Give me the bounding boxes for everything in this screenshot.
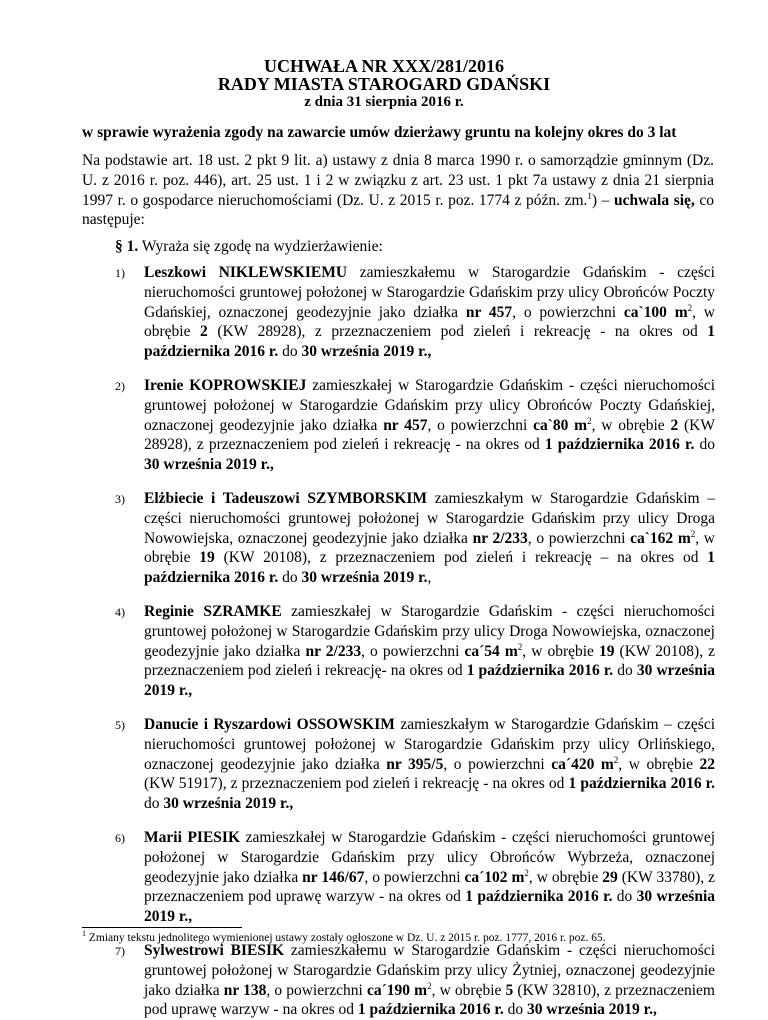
item-text: zamieszkałym w Starogardzie Gdańskim – części nieruchomości gruntowej położonej w Starogardzie Gdańskim przy ulicy Orlińskiego, oznaczonej geodezyjnie jako działka: [144, 715, 715, 773]
council-name: RADY MIASTA STAROGARD GDAŃSKI: [217, 74, 551, 94]
lease-start-date: 1 października 2016 r.: [357, 1001, 504, 1019]
item-text: do: [694, 436, 715, 454]
item-text: , o powierzchni: [266, 981, 367, 999]
precinct-number: 29: [602, 868, 618, 886]
footnote-reference: 1: [587, 190, 592, 201]
area-unit-exponent: 2: [613, 754, 619, 765]
item-text: , o powierzchni: [443, 755, 552, 773]
item-number: 3): [115, 491, 125, 506]
item-text: do: [278, 343, 302, 361]
item-text: (KW 28928), z przeznaczeniem pod zieleń i rekreację - na okres od: [144, 416, 716, 454]
lessee-name: Danucie i Ryszardowi OSSOWSKIM: [144, 715, 395, 733]
section-1: [115, 237, 715, 256]
preamble-end: co następuje:: [82, 191, 715, 229]
section-label: § 1.: [115, 238, 139, 255]
plot-number: nr 146/67: [302, 868, 365, 886]
item-text: (KW 20108), z przeznaczeniem pod zieleń i rekreację – na okres od: [214, 549, 708, 567]
plot-area: ca´102 m: [464, 868, 525, 886]
item-text: (KW 20108), z przeznaczeniem pod zieleń i rekreację- na okres od: [144, 642, 716, 680]
resolution-date: z dnia 31 sierpnia 2016 r.: [304, 94, 464, 110]
item-text: do: [612, 888, 637, 906]
lease-item: [115, 602, 715, 701]
item-tail: ,: [427, 569, 432, 587]
footnote-mark: 1: [82, 929, 86, 939]
lease-end-date: 30 września 2019 r.,: [144, 662, 716, 700]
item-text: , o powierzchni: [512, 303, 624, 321]
preamble-close: ) –: [591, 191, 614, 209]
footnote-text: Zmiany tekstu jednolitego wymienionej ustawy zostały ogłoszone w Dz. U. z 2015 r. poz. 1777, 2016 r. poz. 65.: [86, 932, 606, 944]
item-text: , o powierzchni: [364, 868, 465, 886]
precinct-number: 19: [199, 549, 215, 567]
precinct-number: 19: [598, 642, 615, 660]
preamble-paragraph: [82, 151, 714, 230]
plot-number: nr 138: [223, 981, 267, 999]
lease-end-date: 30 września 2019 r.,: [163, 795, 294, 813]
lessee-name: Leszkowi NIKLEWSKIEMU: [144, 264, 348, 281]
plot-area: ca`100 m: [623, 303, 688, 321]
area-unit-exponent: 2: [427, 980, 432, 991]
item-text: do: [144, 795, 164, 813]
item-number: 4): [115, 604, 125, 619]
lease-item: [115, 715, 715, 814]
plot-number: nr 457: [383, 416, 428, 434]
item-text: (KW 32810), z przeznaczeniem pod uprawę warzyw - na okres od: [144, 981, 715, 1019]
item-text: , o powierzchni: [361, 642, 465, 660]
area-unit-exponent: 2: [687, 302, 693, 313]
item-text: zamieszkałej w Starogardzie Gdańskim - części nieruchomości gruntowej położonej w Starogardzie Gdańskim przy ulicy Obrońców Wybrzeża, oznaczonej geodezyjnie jako działka: [144, 828, 716, 886]
item-text: zamieszkałemu w Starogardzie Gdańskim - części nieruchomości gruntowej położonej w Starogardzie Gdańskim przy ulicy Żytniej, oznaczonej geodezyjnie jako działka: [144, 941, 715, 999]
plot-number: nr 2/233: [472, 529, 528, 547]
plot-area: ca´54 m: [464, 642, 518, 660]
plot-area: ca´190 m: [366, 981, 428, 999]
item-text: zamieszkałej w Starogardzie Gdańskim - części nieruchomości gruntowej położonej w Starogardzie Gdańskim przy ulicy Droga Nowowiejska, oznaczonej geodezyjnie jako działka: [144, 602, 715, 660]
lessee-name: Marii PIESIK: [144, 828, 240, 846]
item-number: 2): [115, 378, 125, 393]
footnote-separator: [82, 927, 242, 928]
plot-area: ca`162 m: [630, 529, 691, 547]
item-text: (KW 28928), z przeznaczeniem pod zieleń i rekreację - na okres od: [207, 323, 708, 341]
item-text: zamieszkałemu w Starogardzie Gdańskim - części nieruchomości gruntowej położonej w Starogardzie Gdańskim przy ulicy Obrońców Poczty Gdańskiej, oznaczonej geodezyjnie jako działka: [144, 264, 715, 321]
lease-start-date: 1 października 2016 r.: [144, 323, 715, 361]
lease-start-date: 1 października 2016 r.: [144, 549, 715, 587]
item-text: , o powierzchni: [427, 416, 534, 434]
lease-item: [115, 263, 715, 362]
lease-item: [115, 489, 715, 588]
footnote: [82, 931, 722, 945]
lease-item: [115, 376, 715, 475]
lease-start-date: 1 października 2016 r.: [544, 436, 695, 454]
precinct-number: 2: [200, 323, 208, 341]
area-unit-exponent: 2: [587, 415, 592, 426]
item-text: , w obrębie: [144, 529, 715, 567]
area-unit-exponent: 2: [517, 641, 523, 652]
lessee-name: Sylwestrowi BIESIK: [144, 941, 285, 959]
preamble-decision: uchwala się,: [613, 191, 695, 209]
lease-start-date: 1 października 2016 r.: [466, 662, 614, 680]
item-text: (KW 51917), z przeznaczeniem pod zieleń i rekreację - na okres od: [144, 775, 569, 793]
item-text: , o powierzchni: [527, 529, 631, 547]
item-number: 7): [115, 943, 125, 958]
lease-list: [115, 263, 715, 1020]
item-number: 5): [115, 717, 125, 732]
preamble-text: Na podstawie art. 18 ust. 2 pkt 9 lit. a) ustawy z dnia 8 marca 1990 r. o samorządzie gminnym (Dz. U. z 2016 r. poz. 446), art. 25 ust. 1 i 2 w związku z art. 23 ust. 1 pkt 7a ustawy z dnia 21 sierpnia 1997 r. o gospodarce nieruchomościami (Dz. U. z 2015 r. poz. 1774 z późn. zm.: [82, 152, 714, 209]
precinct-number: 5: [505, 981, 514, 999]
lessee-name: Reginie SZRAMKE: [144, 602, 282, 620]
plot-number: nr 457: [465, 303, 513, 321]
item-text: , w obrębie: [528, 868, 603, 886]
item-number: 6): [115, 830, 125, 845]
plot-number: nr 2/233: [305, 642, 362, 660]
item-text: do: [613, 662, 637, 680]
lease-end-date: 30 września 2019 r.: [301, 569, 428, 587]
precinct-number: 2: [670, 416, 679, 434]
item-text: , w obrębie: [144, 303, 715, 341]
lease-end-date: 30 września 2019 r.,: [527, 1001, 657, 1019]
item-text: , w obrębie: [431, 981, 506, 999]
lease-end-date: 30 września 2019 r.,: [301, 343, 432, 361]
lease-end-date: 30 września 2019 r.,: [144, 888, 716, 926]
item-text: do: [278, 569, 302, 587]
item-text: zamieszkałej w Starogardzie Gdańskim - części nieruchomości gruntowej położonej w Starogardzie Gdańskim przy ulicy Obrońców Poczty Gdańskiej, oznaczonej geodezyjnie jako działka: [144, 376, 715, 434]
lease-start-date: 1 października 2016 r.: [568, 775, 715, 793]
item-text: , w obrębie: [591, 416, 671, 434]
precinct-number: 22: [699, 755, 716, 773]
area-unit-exponent: 2: [524, 867, 529, 878]
plot-area: ca´420 m: [551, 755, 614, 773]
item-text: zamieszkałym w Starogardzie Gdańskim – części nieruchomości gruntowej położonej w Starogardzie Gdańskim przy ulicy Droga Nowowiejska, oznaczonej geodezyjnie jako działka: [144, 489, 715, 547]
item-number: 1): [115, 266, 125, 280]
lease-start-date: 1 października 2016 r.: [465, 888, 613, 906]
item-text: do: [503, 1001, 527, 1019]
item-text: , w obrębie: [618, 755, 700, 773]
lessee-name: Elżbiecie i Tadeuszowi SZYMBORSKIM: [144, 489, 428, 507]
resolution-subject: w sprawie wyrażenia zgody na zawarcie umów dzierżawy gruntu na kolejny okres do 3 lat: [82, 124, 677, 141]
resolution-number: UCHWAŁA NR XXX/281/2016: [263, 56, 504, 76]
plot-area: ca`80 m: [533, 416, 588, 434]
lessee-name: Irenie KOPROWSKIEJ: [144, 376, 307, 394]
item-text: (KW 33780), z przeznaczeniem pod uprawę warzyw - na okres od: [144, 868, 716, 906]
lease-end-date: 30 września 2019 r.,: [144, 456, 274, 474]
item-text: , w obrębie: [522, 642, 599, 660]
area-unit-exponent: 2: [690, 528, 696, 539]
plot-number: nr 395/5: [386, 755, 444, 773]
lease-item: [115, 941, 715, 1020]
lease-item: [115, 828, 715, 927]
section-text: Wyraża się zgodę na wydzierżawienie:: [138, 238, 383, 255]
